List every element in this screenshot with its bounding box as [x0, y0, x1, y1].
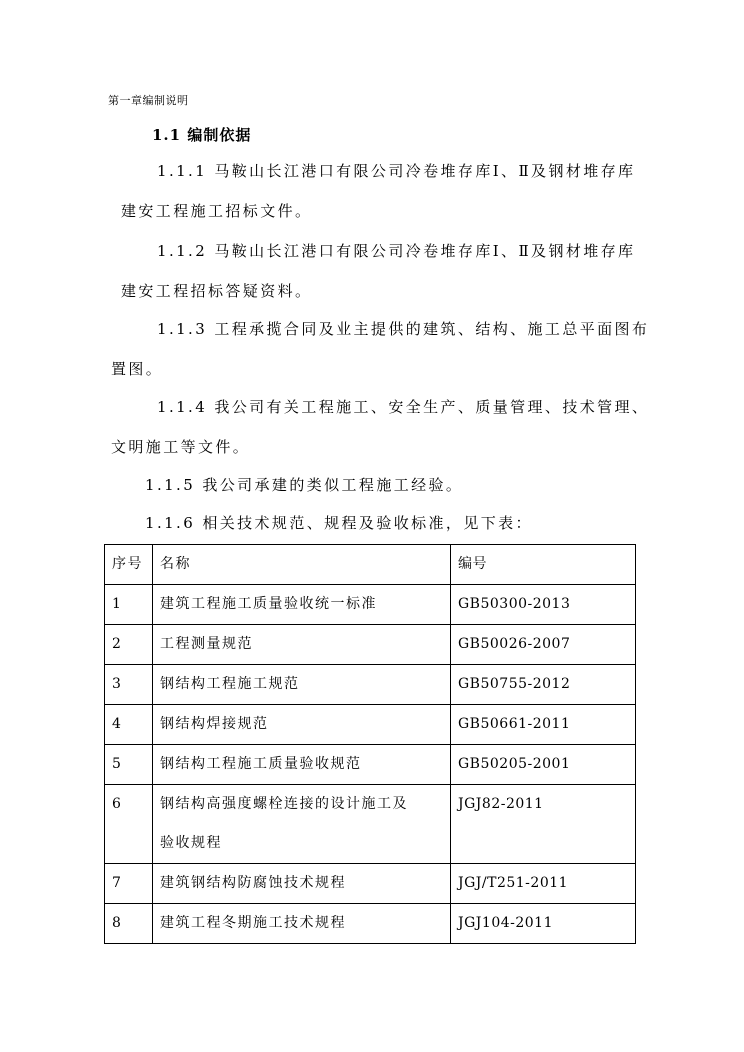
row-name: 钢结构工程施工质量验收规范 — [153, 745, 451, 785]
paragraph-1-1-1-line2: 建安工程施工招标文件。 — [121, 202, 313, 220]
row-no: 1 — [105, 585, 153, 625]
row-code: GB50755-2012 — [451, 665, 636, 705]
row-code: GB50205-2001 — [451, 745, 636, 785]
row-no: 3 — [105, 665, 153, 705]
table-row — [105, 864, 636, 904]
table-row — [105, 585, 636, 625]
table-header-row — [105, 545, 636, 585]
paragraph-1-1-3-line2: 置图。 — [111, 360, 164, 378]
row-name: 建筑工程冬期施工技术规程 — [153, 904, 451, 944]
row-code: GB50026-2007 — [451, 625, 636, 665]
paragraph-1-1-4-line1: 1.1.4 我公司有关工程施工、安全生产、质量管理、技术管理、 — [157, 398, 650, 416]
header-code: 编号 — [451, 545, 636, 585]
table-row — [105, 625, 636, 665]
header-no: 序号 — [105, 545, 153, 585]
section-heading: 1.1 编制依据 — [152, 126, 252, 144]
table-row — [105, 705, 636, 745]
row-name-multiline — [153, 785, 451, 864]
paragraph-1-1-6: 1.1.6 相关技术规范、规程及验收标准，见下表： — [145, 514, 533, 532]
paragraph-1-1-1-line1: 1.1.1 马鞍山长江港口有限公司冷卷堆存库Ⅰ、Ⅱ及钢材堆存库 — [157, 162, 636, 180]
paragraph-1-1-2-line1: 1.1.2 马鞍山长江港口有限公司冷卷堆存库Ⅰ、Ⅱ及钢材堆存库 — [157, 242, 636, 260]
row-no: 7 — [105, 864, 153, 904]
row-no: 4 — [105, 705, 153, 745]
paragraph-1-1-3-line1: 1.1.3 工程承揽合同及业主提供的建筑、结构、施工总平面图布 — [157, 320, 650, 338]
row-code: JGJ/T251-2011 — [451, 864, 636, 904]
row-name: 钢结构工程施工规范 — [153, 665, 451, 705]
table-row — [105, 665, 636, 705]
header-name: 名称 — [153, 545, 451, 585]
row-name: 建筑工程施工质量验收统一标准 — [153, 585, 451, 625]
row-no: 8 — [105, 904, 153, 944]
table-row — [105, 745, 636, 785]
row-code: JGJ82-2011 — [451, 785, 636, 864]
row-code: JGJ104-2011 — [451, 904, 636, 944]
row-no: 5 — [105, 745, 153, 785]
row-no: 2 — [105, 625, 153, 665]
paragraph-1-1-2-line2: 建安工程招标答疑资料。 — [121, 282, 313, 300]
standards-table — [104, 544, 636, 944]
paragraph-1-1-5: 1.1.5 我公司承建的类似工程施工经验。 — [145, 476, 464, 494]
row-name: 建筑钢结构防腐蚀技术规程 — [153, 864, 451, 904]
chapter-title: 第一章编制说明 — [108, 94, 189, 107]
row-code: GB50661-2011 — [451, 705, 636, 745]
row-name-line2: 验收规程 — [160, 835, 222, 851]
row-name: 工程测量规范 — [153, 625, 451, 665]
row-code: GB50300-2013 — [451, 585, 636, 625]
paragraph-1-1-4-line2: 文明施工等文件。 — [111, 438, 251, 456]
row-name-line1: 钢结构高强度螺栓连接的设计施工及 — [160, 796, 408, 812]
table-row — [105, 904, 636, 944]
row-name: 钢结构焊接规范 — [153, 705, 451, 745]
row-no: 6 — [105, 785, 153, 864]
table-row — [105, 785, 636, 864]
